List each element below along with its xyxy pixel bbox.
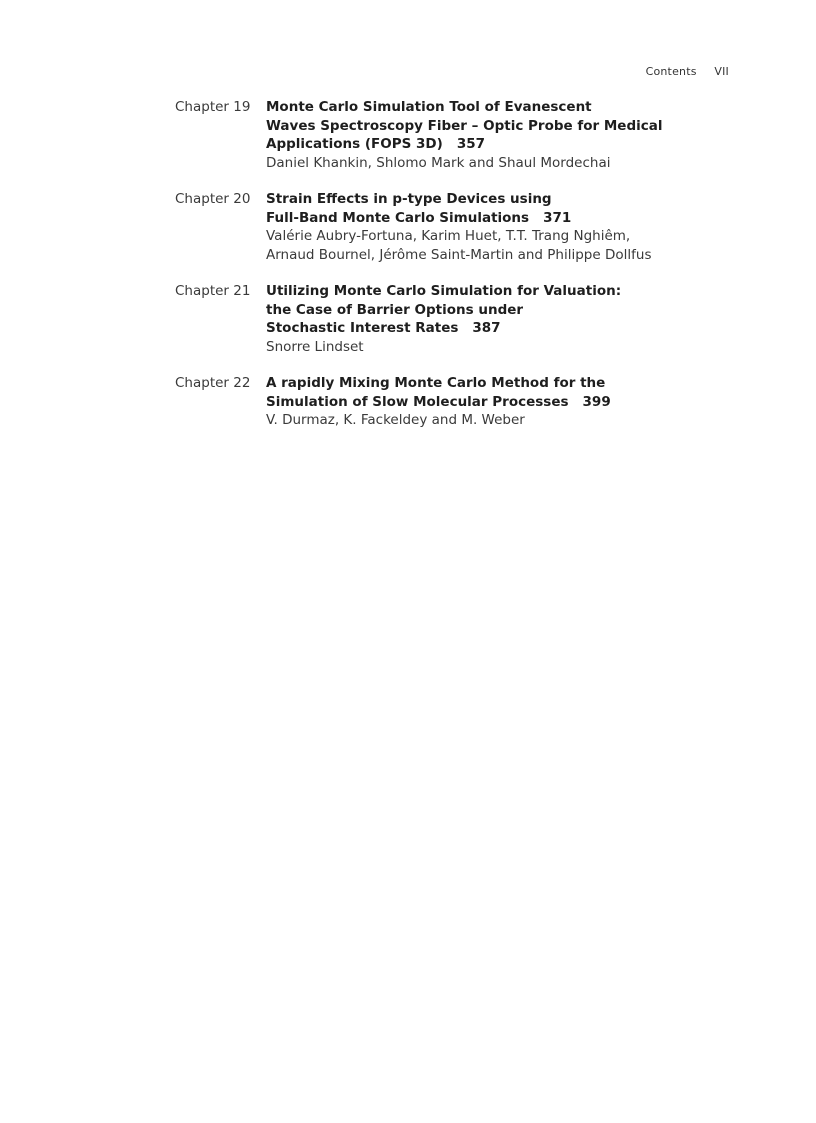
title-line-last: [266, 393, 735, 412]
entry-body: [266, 190, 735, 264]
running-header: [646, 65, 729, 78]
page-reference: 357: [456, 136, 485, 152]
authors-line: Snorre Lindset: [266, 338, 364, 355]
title-line: Waves Spectroscopy Fiber – Optic Probe for Medical: [266, 117, 663, 134]
authors-line: V. Durmaz, K. Fackeldey and M. Weber: [266, 412, 525, 428]
table-of-contents: [175, 98, 735, 448]
chapter-label: Chapter 21: [175, 283, 251, 299]
title-line-last: [266, 319, 735, 338]
authors-line: Valérie Aubry-Fortuna, Karim Huet, T.T. Trang Nghiêm,: [266, 228, 631, 244]
entry-body: [266, 98, 735, 172]
chapter-authors: [266, 154, 735, 173]
title-line-text: Applications (FOPS 3D): [266, 136, 443, 152]
title-line: Monte Carlo Simulation Tool of Evanescent: [266, 99, 592, 115]
authors-line: Arnaud Bournel, Jérôme Saint-Martin and Philippe Dollfus: [266, 246, 652, 263]
chapter-title[interactable]: [266, 190, 735, 227]
chapter-authors: [266, 227, 735, 264]
chapter-label: Chapter 19: [175, 99, 251, 115]
title-line: A rapidly Mixing Monte Carlo Method for the: [266, 375, 606, 391]
page-number: VII: [714, 65, 729, 78]
chapter-authors: [266, 411, 735, 430]
chapter-title[interactable]: [266, 98, 735, 154]
page-reference: 399: [582, 393, 611, 410]
toc-entry[interactable]: [175, 374, 735, 430]
title-line-last: [266, 209, 735, 228]
page-reference: 371: [543, 209, 572, 226]
title-line-text: Simulation of Slow Molecular Processes: [266, 393, 569, 410]
authors-line: Daniel Khankin, Shlomo Mark and Shaul Mordechai: [266, 154, 611, 171]
entry-body: [266, 282, 735, 356]
title-line-text: Full-Band Monte Carlo Simulations: [266, 209, 530, 226]
chapter-label: Chapter 22: [175, 375, 251, 391]
toc-entry[interactable]: [175, 98, 735, 172]
page-reference: 387: [472, 320, 501, 336]
title-line: Utilizing Monte Carlo Simulation for Valuation:: [266, 283, 622, 299]
toc-entry[interactable]: [175, 282, 735, 356]
title-line: the Case of Barrier Options under: [266, 301, 524, 318]
chapter-title[interactable]: [266, 282, 735, 338]
chapter-label: Chapter 20: [175, 191, 251, 207]
title-line-text: Stochastic Interest Rates: [266, 320, 459, 336]
chapter-title[interactable]: [266, 374, 735, 411]
title-line: Strain Effects in p-type Devices using: [266, 191, 552, 207]
title-line-last: [266, 135, 735, 154]
chapter-authors: [266, 338, 735, 357]
toc-entry[interactable]: [175, 190, 735, 264]
entry-body: [266, 374, 735, 430]
section-title: Contents: [645, 65, 697, 78]
